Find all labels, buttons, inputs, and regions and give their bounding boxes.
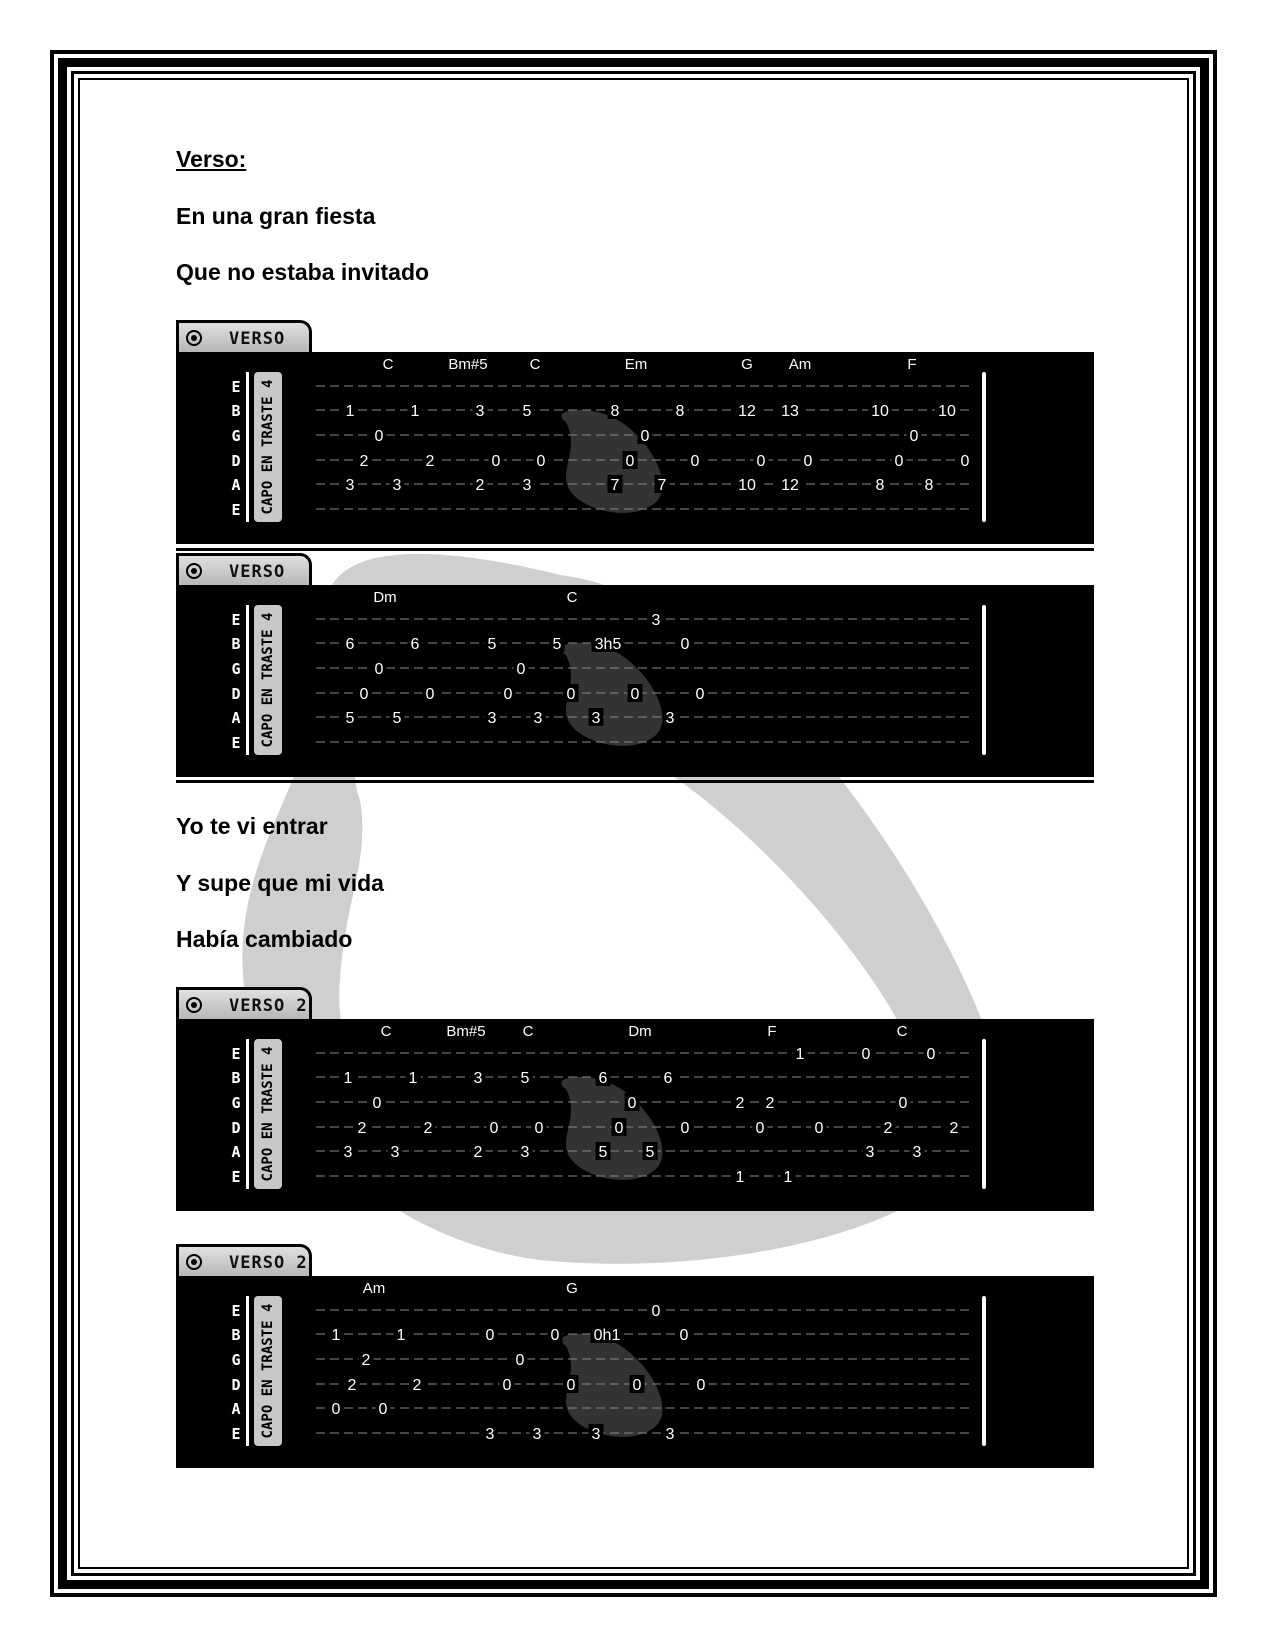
fret-number: 5 — [552, 636, 562, 653]
staff-end-bar — [982, 1039, 986, 1189]
capo-label: CAPO EN TRASTE 4 — [260, 1046, 276, 1182]
tab-header — [176, 987, 312, 1021]
tab-header — [176, 553, 312, 587]
fret-number: 0 — [503, 686, 513, 703]
fret-number: 3 — [651, 612, 661, 629]
fret-number: 0 — [515, 1352, 525, 1369]
fret-number: 0 — [755, 1120, 765, 1137]
fret-number: 12 — [738, 403, 756, 420]
fret-number: 0 — [627, 1095, 637, 1112]
fret-number: 3 — [390, 1144, 400, 1161]
staff-end-bar — [982, 1296, 986, 1446]
fret-number: 5 — [598, 1144, 608, 1161]
string-name: G — [231, 660, 241, 678]
fret-number: 0 — [651, 1303, 661, 1320]
tablature-staff — [176, 1276, 1094, 1468]
staff-end-bar — [982, 605, 986, 755]
fret-number: 3h5 — [594, 636, 622, 653]
capo-label: CAPO EN TRASTE 4 — [260, 612, 276, 748]
string-name: E — [231, 1302, 241, 1320]
fret-number: 1 — [408, 1070, 418, 1087]
chord-name: C — [382, 356, 394, 373]
fret-number: 0 — [898, 1095, 908, 1112]
string-name: B — [231, 635, 241, 653]
chord-name: Am — [788, 356, 812, 373]
fret-number: 3 — [487, 710, 497, 727]
tab-block — [176, 987, 1094, 1227]
tab-block — [176, 320, 1094, 560]
fret-number: 2 — [412, 1377, 422, 1394]
section-heading: Verso: — [176, 146, 247, 172]
fret-number: 5 — [520, 1070, 530, 1087]
fret-number: 0 — [489, 1120, 499, 1137]
string-name: D — [231, 1376, 241, 1394]
fret-number: 5 — [345, 710, 355, 727]
chord-name: Dm — [628, 1023, 652, 1040]
fret-number: 2 — [423, 1120, 433, 1137]
fret-number: 3 — [533, 710, 543, 727]
fret-number: 6 — [345, 636, 355, 653]
capo-label: CAPO EN TRASTE 4 — [260, 1303, 276, 1439]
fret-number: 0 — [926, 1046, 936, 1063]
fret-number: 3 — [865, 1144, 875, 1161]
fret-number: 2 — [473, 1144, 483, 1161]
fret-number: 0 — [374, 428, 384, 445]
fret-number: 0 — [630, 686, 640, 703]
fret-number: 5 — [392, 710, 402, 727]
string-name: A — [231, 709, 241, 727]
fret-number: 2 — [883, 1120, 893, 1137]
tab-header — [176, 1244, 312, 1278]
lyric-line: Que no estaba invitado — [176, 259, 430, 285]
fret-number: 3 — [665, 710, 675, 727]
fret-number: 0 — [566, 686, 576, 703]
string-name: D — [231, 685, 241, 703]
chord-name: Bm#5 — [448, 356, 488, 373]
fret-number: 1 — [396, 1327, 406, 1344]
fret-number: 3 — [345, 477, 355, 494]
chord-name: C — [522, 1023, 534, 1040]
fret-number: 0 — [679, 1327, 689, 1344]
chord-name: G — [741, 356, 753, 373]
fret-number: 1 — [331, 1327, 341, 1344]
fret-number: 0 — [695, 686, 705, 703]
string-name: E — [231, 1045, 241, 1063]
string-name: G — [231, 427, 241, 445]
fret-number: 2 — [357, 1120, 367, 1137]
fret-number: 2 — [361, 1352, 371, 1369]
string-name: G — [231, 1094, 241, 1112]
fret-number: 7 — [657, 477, 667, 494]
fret-number: 0 — [550, 1327, 560, 1344]
tab-label: VERSO 2 — [229, 1253, 308, 1273]
fret-number: 0 — [680, 636, 690, 653]
string-name: A — [231, 1400, 241, 1418]
guitar-pick-icon — [185, 562, 203, 580]
fret-number: 3 — [532, 1426, 542, 1443]
fret-number: 0 — [374, 661, 384, 678]
fret-number: 0 — [359, 686, 369, 703]
fret-number: 1 — [783, 1169, 793, 1186]
guitar-pick-icon — [185, 996, 203, 1014]
fret-number: 7 — [610, 477, 620, 494]
fret-number: 2 — [359, 453, 369, 470]
fret-number: 1 — [343, 1070, 353, 1087]
fret-number: 3 — [591, 1426, 601, 1443]
fret-number: 13 — [781, 403, 799, 420]
staff-start-bar — [246, 605, 249, 755]
fret-number: 10 — [738, 477, 756, 494]
fret-number: 0 — [425, 686, 435, 703]
fret-number: 2 — [425, 453, 435, 470]
fret-number: 0 — [861, 1046, 871, 1063]
string-name: D — [231, 452, 241, 470]
tab-label: VERSO — [229, 562, 286, 582]
string-name: G — [231, 1351, 241, 1369]
string-name: B — [231, 1326, 241, 1344]
fret-number: 2 — [475, 477, 485, 494]
tablature-staff — [176, 585, 1094, 777]
fret-number: 8 — [675, 403, 685, 420]
tab-block — [176, 553, 1094, 793]
fret-number: 1 — [795, 1046, 805, 1063]
fret-number: 5 — [522, 403, 532, 420]
fret-number: 0 — [690, 453, 700, 470]
fret-number: 0 — [632, 1377, 642, 1394]
fret-number: 2 — [735, 1095, 745, 1112]
fret-number: 6 — [663, 1070, 673, 1087]
fret-number: 0 — [516, 661, 526, 678]
string-name: B — [231, 402, 241, 420]
staff-start-bar — [246, 372, 249, 522]
fret-number: 3 — [392, 477, 402, 494]
divider — [176, 780, 1094, 783]
fret-number: 3 — [912, 1144, 922, 1161]
fret-number: 0 — [614, 1120, 624, 1137]
fret-number: 0 — [803, 453, 813, 470]
fret-number: 0 — [485, 1327, 495, 1344]
fret-number: 0 — [502, 1377, 512, 1394]
fret-number: 0 — [696, 1377, 706, 1394]
capo-label: CAPO EN TRASTE 4 — [260, 379, 276, 515]
fret-number: 8 — [610, 403, 620, 420]
chord-name: G — [566, 1280, 578, 1297]
string-name: E — [231, 734, 241, 752]
fret-number: 3 — [473, 1070, 483, 1087]
fret-number: 0 — [491, 453, 501, 470]
fret-number: 0 — [534, 1120, 544, 1137]
fret-number: 0 — [756, 453, 766, 470]
fret-number: 0 — [378, 1401, 388, 1418]
staff-start-bar — [246, 1296, 249, 1446]
fret-number: 3 — [520, 1144, 530, 1161]
lyric-line: En una gran fiesta — [176, 203, 376, 229]
string-name: E — [231, 1425, 241, 1443]
tab-label: VERSO — [229, 329, 286, 349]
lyric-line: Y supe que mi vida — [176, 870, 384, 896]
staff-end-bar — [982, 372, 986, 522]
guitar-pick-icon — [185, 329, 203, 347]
fret-number: 0 — [566, 1377, 576, 1394]
fret-number: 3 — [475, 403, 485, 420]
chord-name: F — [907, 356, 917, 373]
string-name: B — [231, 1069, 241, 1087]
tablature-staff — [176, 352, 1094, 544]
fret-number: 12 — [781, 477, 799, 494]
chord-name: C — [566, 589, 578, 606]
pick-watermark — [561, 410, 662, 513]
fret-number: 0 — [814, 1120, 824, 1137]
fret-number: 8 — [875, 477, 885, 494]
staff-start-bar — [246, 1039, 249, 1189]
lyric-line: Había cambiado — [176, 926, 353, 952]
lyric-line: Yo te vi entrar — [176, 813, 328, 839]
tab-header — [176, 320, 312, 354]
fret-number: 3 — [665, 1426, 675, 1443]
fret-number: 10 — [938, 403, 956, 420]
fret-number: 6 — [598, 1070, 608, 1087]
string-name: E — [231, 501, 241, 519]
fret-number: 2 — [949, 1120, 959, 1137]
fret-number: 10 — [871, 403, 889, 420]
fret-number: 3 — [591, 710, 601, 727]
fret-number: 0 — [680, 1120, 690, 1137]
divider — [176, 548, 1094, 551]
chord-name: C — [896, 1023, 908, 1040]
chord-name: C — [529, 356, 541, 373]
string-name: E — [231, 378, 241, 396]
fret-number: 3 — [522, 477, 532, 494]
fret-number: 0h1 — [593, 1327, 621, 1344]
chord-name: Bm#5 — [446, 1023, 486, 1040]
fret-number: 8 — [924, 477, 934, 494]
fret-number: 0 — [536, 453, 546, 470]
fret-number: 0 — [640, 428, 650, 445]
fret-number: 0 — [909, 428, 919, 445]
fret-number: 0 — [331, 1401, 341, 1418]
string-name: A — [231, 476, 241, 494]
fret-number: 1 — [345, 403, 355, 420]
guitar-pick-icon — [185, 1253, 203, 1271]
fret-number: 1 — [410, 403, 420, 420]
string-name: A — [231, 1143, 241, 1161]
tab-block — [176, 1244, 1094, 1484]
fret-number: 0 — [625, 453, 635, 470]
fret-number: 3 — [485, 1426, 495, 1443]
fret-number: 5 — [487, 636, 497, 653]
chord-name: Am — [362, 1280, 386, 1297]
fret-number: 0 — [894, 453, 904, 470]
fret-number: 0 — [372, 1095, 382, 1112]
fret-number: 3 — [343, 1144, 353, 1161]
fret-number: 6 — [410, 636, 420, 653]
string-name: D — [231, 1119, 241, 1137]
chord-name: C — [380, 1023, 392, 1040]
chord-name: Em — [624, 356, 648, 373]
string-name: E — [231, 611, 241, 629]
string-name: E — [231, 1168, 241, 1186]
fret-number: 2 — [347, 1377, 357, 1394]
tablature-staff — [176, 1019, 1094, 1211]
fret-number: 5 — [645, 1144, 655, 1161]
fret-number: 2 — [765, 1095, 775, 1112]
fret-number: 0 — [960, 453, 970, 470]
chord-name: F — [767, 1023, 777, 1040]
chord-name: Dm — [373, 589, 397, 606]
tab-label: VERSO 2 — [229, 996, 308, 1016]
fret-number: 1 — [735, 1169, 745, 1186]
